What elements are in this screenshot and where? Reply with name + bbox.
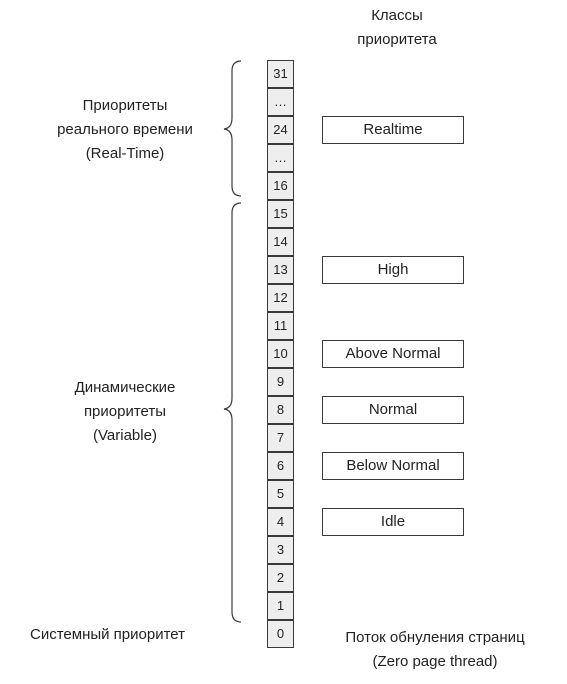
priority-level-cell: 9 [267,368,294,396]
variable-brace [224,203,241,622]
priority-level-cell: 8 [267,396,294,424]
priority-level-cell: 7 [267,424,294,452]
priority-level-cell: 5 [267,480,294,508]
priority-level-cell: 6 [267,452,294,480]
priority-level-cell: 12 [267,284,294,312]
priority-level-cell: 31 [267,60,294,88]
realtime-brace [224,61,241,196]
priority-level-cell: 11 [267,312,294,340]
priority-level-cell: … [267,88,294,116]
class-box-high: High [322,256,464,284]
variable-group-line: Динамические [74,379,176,396]
priority-level-column [267,60,294,652]
priority-level-cell: 15 [267,200,294,228]
zero-thread-line: (Zero page thread) [372,653,498,670]
zero-thread-line: Поток обнуления страниц [345,629,525,646]
priority-level-cell: 16 [267,172,294,200]
class-box-normal: Normal [322,396,464,424]
class-box-above-normal: Above Normal [322,340,464,368]
header-line: приоритета [357,31,437,48]
priority-level-cell: 2 [267,564,294,592]
priority-level-cell: 4 [267,508,294,536]
header-line: Классы [371,7,423,24]
priority-level-cell: 0 [267,620,294,648]
realtime-group-line: реального времени [57,121,193,138]
priority-level-cell: 14 [267,228,294,256]
system-priority-label: Системный приоритет [30,626,186,643]
class-box-below-normal: Below Normal [322,452,464,480]
priority-level-cell: 13 [267,256,294,284]
variable-group-line: приоритеты [83,403,167,420]
priority-level-cell: 1 [267,592,294,620]
variable-group-line: (Variable) [93,427,157,444]
class-box-realtime: Realtime [322,116,464,144]
realtime-group-line: Приоритеты [82,97,168,114]
zero-page-thread-label [300,626,567,674]
priority-level-cell: 10 [267,340,294,368]
priority-level-cell: 24 [267,116,294,144]
priority-level-cell: 3 [267,536,294,564]
realtime-group-line: (Real-Time) [85,145,165,162]
class-box-idle: Idle [322,508,464,536]
priority-level-cell: … [267,144,294,172]
